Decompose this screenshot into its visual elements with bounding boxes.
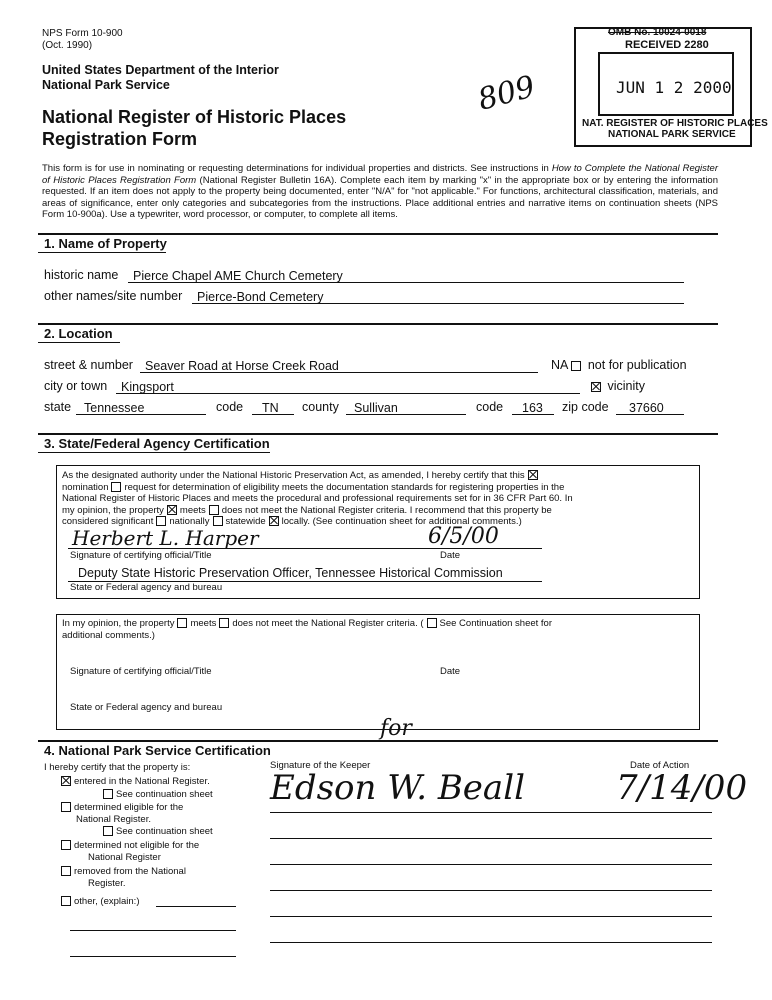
form-title-2: Registration Form: [42, 129, 198, 149]
not-eligible-checkbox[interactable]: [61, 840, 71, 850]
eligible-option-2: National Register.: [76, 814, 151, 825]
opinion-text: In my opinion, the property meets does not meet the National Register criteria. ( See Continuation sheet for additional comments.): [62, 618, 553, 641]
agency-value: Deputy State Historic Preservation Officer, Tennessee Historical Commission: [78, 566, 503, 580]
opinion-continuation-check[interactable]: [427, 618, 437, 628]
form-date: (Oct. 1990): [42, 40, 93, 51]
nomination-check[interactable]: [528, 470, 538, 480]
meets-check[interactable]: [167, 505, 177, 515]
section-2-title: 2. Location: [44, 326, 113, 341]
other-checkbox[interactable]: [61, 896, 71, 906]
request-check[interactable]: [111, 482, 121, 492]
certifying-date: 6/5/00: [428, 524, 499, 549]
see-continuation-1: See continuation sheet: [100, 789, 213, 801]
county-code-label: code: [476, 400, 504, 414]
eligible-checkbox[interactable]: [61, 802, 71, 812]
removed-option: removed from the National: [58, 866, 186, 878]
not-for-publication-checkbox[interactable]: [571, 361, 581, 371]
not-eligible-option: determined not eligible for the: [58, 840, 199, 852]
form-title-1: National Register of Historic Places: [42, 107, 347, 127]
opinion-does-not-meet-check[interactable]: [219, 618, 229, 628]
na-label: NA not for publication: [551, 358, 687, 372]
county-code-field[interactable]: 163: [512, 399, 554, 415]
see-continuation-2: See continuation sheet: [100, 826, 213, 838]
action-date-label: Date of Action: [630, 760, 690, 771]
street-label: street & number: [44, 358, 133, 372]
nps-intro: I hereby certify that the property is:: [44, 762, 191, 773]
city-label: city or town: [44, 379, 108, 393]
state-field[interactable]: Tennessee: [76, 399, 206, 415]
removed-checkbox[interactable]: [61, 866, 71, 876]
stamp-line-1: NAT. REGISTER OF HISTORIC PLACES: [582, 118, 768, 129]
state-code-label: code: [216, 400, 244, 414]
stamp-date: JUN 1 2 2000: [616, 78, 732, 97]
stamp-received: RECEIVED 2280: [625, 39, 709, 51]
keeper-signature: Edson W. Beall: [270, 768, 525, 808]
statewide-check[interactable]: [213, 516, 223, 526]
keeper-label: Signature of the Keeper: [270, 760, 371, 771]
agency2-label: State or Federal agency and bureau: [70, 702, 223, 713]
state-code-field[interactable]: TN: [252, 399, 294, 415]
omb-number: OMB No. 10024-0018: [608, 27, 707, 38]
continuation-2-checkbox[interactable]: [103, 826, 113, 836]
form-number: NPS Form 10-900: [42, 28, 123, 39]
opinion-meets-check[interactable]: [177, 618, 187, 628]
other-names-field[interactable]: Pierce-Bond Cemetery: [192, 288, 684, 304]
street-field[interactable]: Seaver Road at Horse Creek Road: [140, 357, 538, 373]
nationally-check[interactable]: [156, 516, 166, 526]
section-2-rule: [38, 323, 718, 325]
instructions: This form is for use in nominating or requesting determinations for individual properties and districts. See instructions in How to Complete the National Register of Historic Places Registration Form (National Register Bulletin 16A). Complete each item by marking "x" in the appropriate box or by entering the information requested. If an item does not apply to the property being documented, enter "N/A" for "not applicable." For functions, architectural classification, materials, and areas of significance, enter only categories and subcategories from the instructions. Place additional entries and narrative items on continuation sheets (NPS Form 10-900a). Use a typewriter, word processor, or computer, to complete all items.: [42, 163, 719, 220]
vicinity-checkbox[interactable]: [591, 382, 601, 392]
action-date: 7/14/00: [616, 768, 748, 808]
signature-label: Signature of certifying official/Title: [70, 550, 212, 561]
not-eligible-option-2: National Register: [88, 852, 161, 863]
section-4-rule: [38, 740, 718, 742]
certification-text: As the designated authority under the National Historic Preservation Act, as amended, I hereby certify that this nomination request for determination of eligibility meets the documentation standards for registering properties in the National Register of Historic Places and meets the procedural and professional requirements set for in 36 CFR Part 60. In my opinion, the property meets does not meet the National Register criteria. I recommend that this property be considered significant nationally statewide locally. (See continuation sheet for additional comments.): [62, 470, 573, 527]
for-handwriting: for: [380, 716, 412, 741]
historic-name-label: historic name: [44, 268, 119, 282]
locally-check[interactable]: [269, 516, 279, 526]
vicinity-label: vicinity: [588, 379, 645, 393]
agency-label: State or Federal agency and bureau: [70, 582, 223, 593]
date-label: Date: [440, 550, 461, 561]
historic-name-field[interactable]: Pierce Chapel AME Church Cemetery: [128, 267, 684, 283]
department: United States Department of the Interior: [42, 63, 279, 77]
section-3-rule: [38, 433, 718, 435]
entered-option: entered in the National Register.: [58, 776, 210, 788]
removed-option-2: Register.: [88, 878, 126, 889]
state-label: state: [44, 400, 72, 414]
entered-checkbox[interactable]: [61, 776, 71, 786]
does-not-meet-check[interactable]: [209, 505, 219, 515]
zip-label: zip code: [562, 400, 609, 414]
service: National Park Service: [42, 78, 170, 92]
other-option: other, (explain:): [58, 896, 139, 908]
section-1-title: 1. Name of Property: [44, 236, 167, 251]
handwritten-number: 809: [474, 69, 539, 118]
county-label: county: [302, 400, 339, 414]
zip-field[interactable]: 37660: [616, 399, 684, 415]
county-field[interactable]: Sullivan: [346, 399, 466, 415]
eligible-option: determined eligible for the: [58, 802, 183, 814]
other-names-label: other names/site number: [44, 289, 183, 303]
certifying-signature: Herbert L. Harper: [72, 526, 259, 550]
continuation-1-checkbox[interactable]: [103, 789, 113, 799]
date2-label: Date: [440, 666, 461, 677]
city-field[interactable]: Kingsport: [116, 378, 580, 394]
section-3-title: 3. State/Federal Agency Certification: [44, 436, 270, 451]
signature2-label: Signature of certifying official/Title: [70, 666, 212, 677]
stamp-line-2: NATIONAL PARK SERVICE: [608, 129, 736, 140]
section-1-rule: [38, 233, 718, 235]
section-4-title: 4. National Park Service Certification: [44, 743, 271, 758]
